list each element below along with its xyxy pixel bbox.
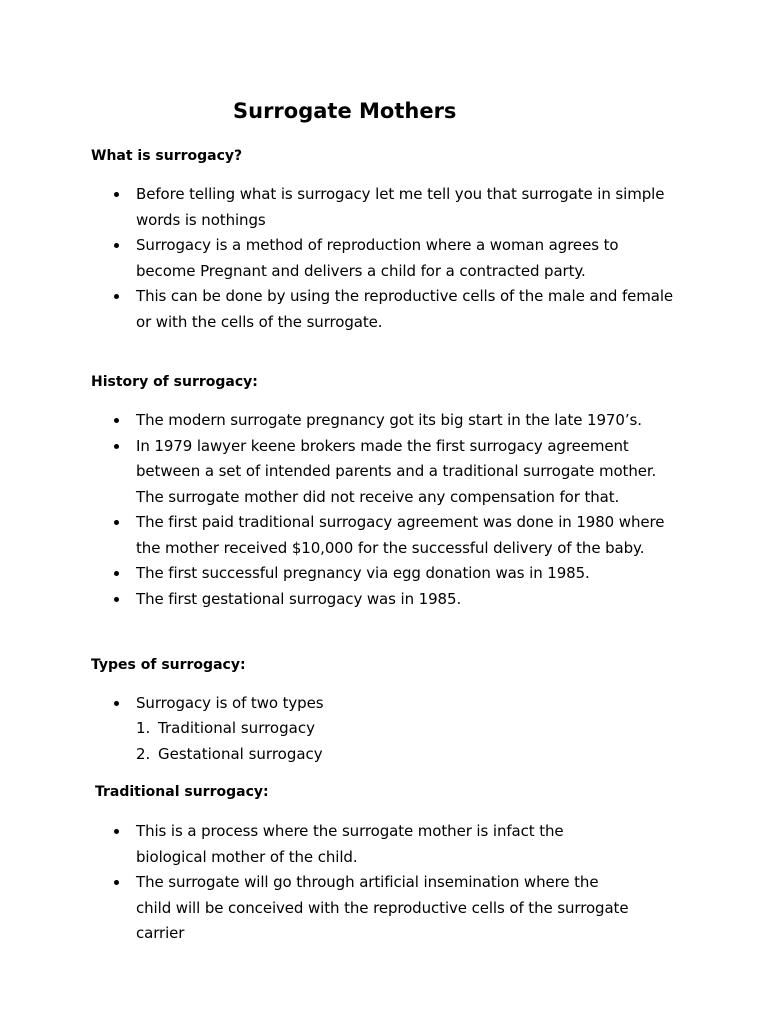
bullet-icon (114, 520, 119, 525)
list-item: 1. Traditional surrogacy (136, 719, 315, 737)
list-item: This is a process where the surrogate mother is infact the biological mother of the child. (110, 819, 630, 870)
bullet-icon (114, 192, 119, 197)
bullet-icon (114, 571, 119, 576)
list-item: 2. Gestational surrogacy (136, 744, 323, 763)
list-item: Before telling what is surrogacy let me tell you that surrogate in simple words is nothings (110, 182, 680, 233)
list-history-of-surrogacy (110, 408, 670, 612)
list-item: Surrogacy is a method of reproduction where a woman agrees to become Pregnant and delivers a child for a contracted party. (110, 233, 680, 284)
bullet-icon (114, 243, 119, 248)
list-item: The first successful pregnancy via egg donation was in 1985. (110, 561, 670, 587)
list-item: The surrogate will go through artificial insemination where the child will be conceived with the reproductive cells of the surrogate carrier (110, 870, 630, 947)
bullet-icon (114, 701, 119, 706)
list-item: The first gestational surrogacy was in 1985. (110, 587, 670, 613)
heading-types-of-surrogacy: Types of surrogacy: (91, 657, 246, 673)
document-title: Surrogate Mothers (233, 99, 457, 123)
list-item: In 1979 lawyer keene brokers made the first surrogacy agreement between a set of intended parents and a traditional surrogate mother. The surrogate mother did not receive any compensation for that. (110, 434, 670, 511)
list-types-of-surrogacy (110, 691, 670, 717)
heading-traditional-surrogacy: Traditional surrogacy: (95, 784, 269, 800)
bullet-icon (114, 597, 119, 602)
list-traditional-surrogacy (110, 819, 630, 947)
bullet-icon (114, 880, 119, 885)
bullet-icon (114, 829, 119, 834)
list-what-is-surrogacy (110, 182, 680, 335)
list-item: The modern surrogate pregnancy got its big start in the late 1970’s. (110, 408, 670, 434)
list-item: Surrogacy is of two types (110, 691, 670, 717)
numbered-list-types (136, 716, 323, 767)
list-item: The first paid traditional surrogacy agreement was done in 1980 where the mother received $10,000 for the successful delivery of the baby. (110, 510, 670, 561)
heading-what-is-surrogacy: What is surrogacy? (91, 148, 243, 164)
heading-history-of-surrogacy: History of surrogacy: (91, 374, 258, 390)
list-item: This can be done by using the reproductive cells of the male and female or with the cells of the surrogate. (110, 284, 680, 335)
bullet-icon (114, 444, 119, 449)
bullet-icon (114, 294, 119, 299)
bullet-icon (114, 418, 119, 423)
